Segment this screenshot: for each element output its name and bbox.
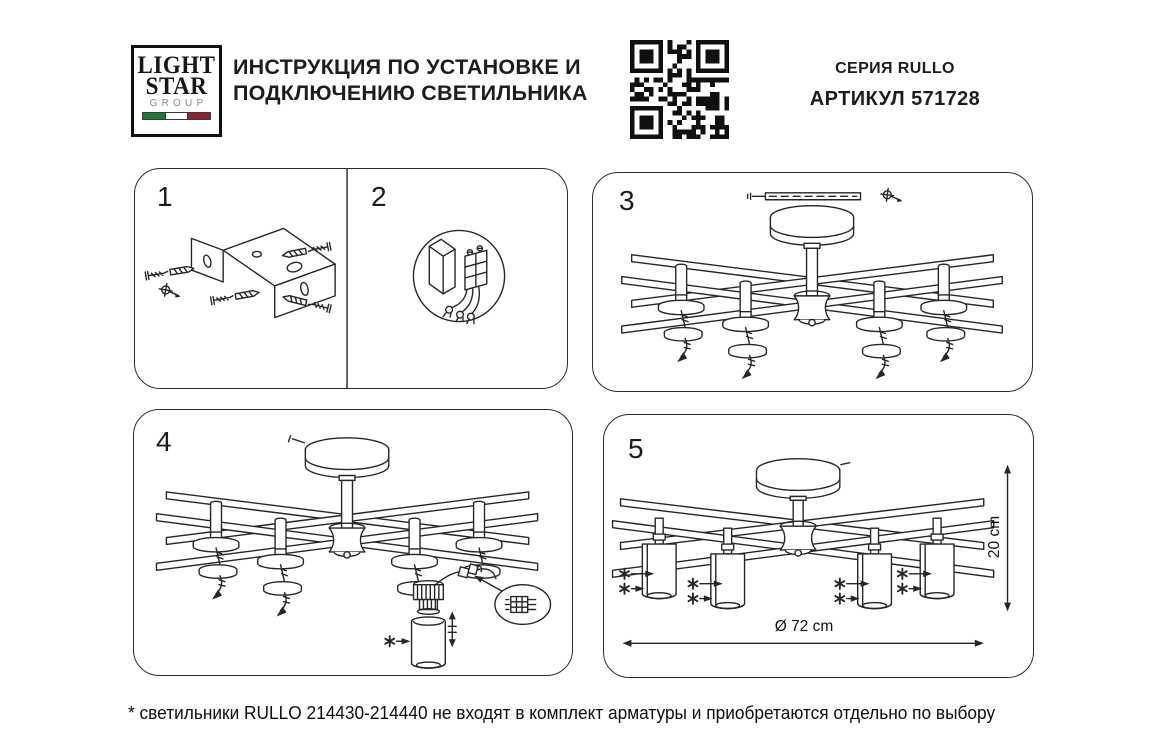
step-number-4: 4 xyxy=(156,426,172,457)
logo-text-light: LIGHT xyxy=(137,50,216,79)
step-panel-1-2 xyxy=(134,168,568,389)
step3-drawing xyxy=(593,173,1032,391)
lightstar-logo xyxy=(131,45,222,137)
title-line-2: ПОДКЛЮЧЕНИЮ СВЕТИЛЬНИКА xyxy=(233,81,588,105)
qr-code-icon xyxy=(630,40,729,139)
step-number-2: 2 xyxy=(371,181,387,212)
step4-drawing xyxy=(134,410,572,675)
step1-step2-drawing xyxy=(135,169,567,388)
step-panel-3 xyxy=(592,172,1033,392)
page-title xyxy=(233,54,588,106)
title-line-1: ИНСТРУКЦИЯ ПО УСТАНОВКЕ И xyxy=(233,55,581,79)
step5-drawing xyxy=(604,415,1033,677)
article-label: АРТИКУЛ 571728 xyxy=(809,88,981,110)
italian-flag-bar xyxy=(142,112,211,120)
step-panel-4 xyxy=(133,409,573,676)
step-panel-5 xyxy=(603,414,1034,678)
footnote-text: * светильники RULLO 214430-214440 не входят в комплект арматуры и приобретаются отдельно по выбору xyxy=(128,703,996,723)
logo-text-star: STAR xyxy=(145,71,208,100)
diameter-dimension-label: Ø 72 cm xyxy=(774,618,834,635)
series-label: СЕРИЯ RULLO xyxy=(835,60,955,77)
height-dimension-label: 20 cm xyxy=(986,515,1003,559)
step-number-3: 3 xyxy=(619,185,635,216)
product-info xyxy=(793,60,997,111)
step-number-1: 1 xyxy=(157,181,173,212)
logo-text-group: GROUP xyxy=(149,98,208,109)
step-number-5: 5 xyxy=(628,433,644,464)
